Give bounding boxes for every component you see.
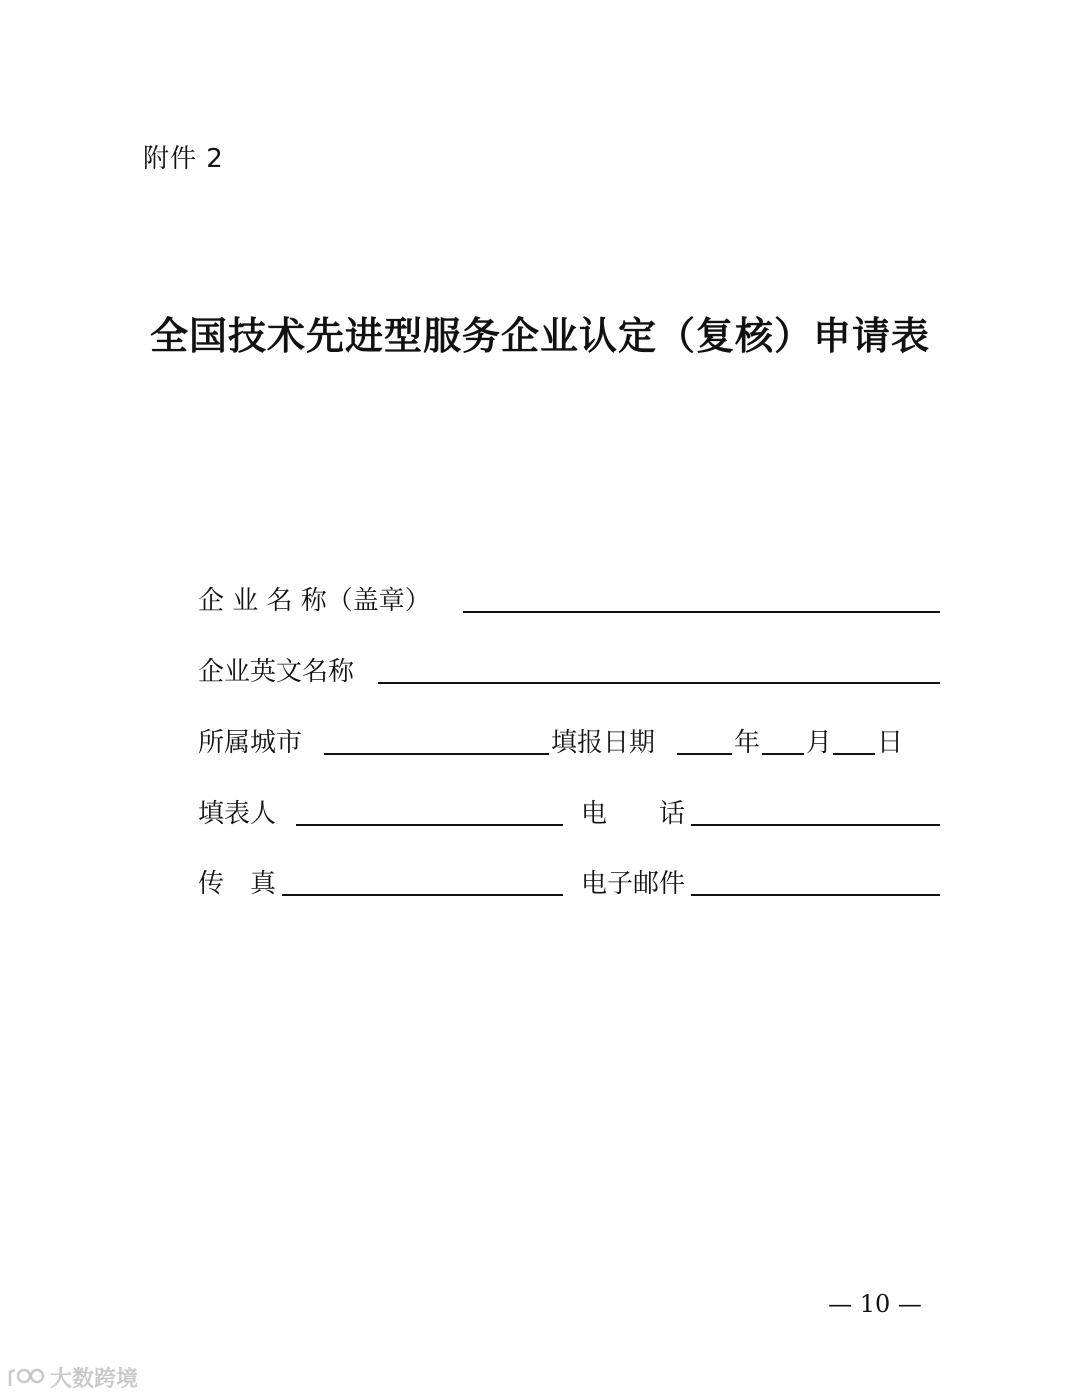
city-field[interactable]	[324, 753, 549, 755]
day-field[interactable]	[833, 753, 875, 755]
filler-field[interactable]	[296, 824, 563, 826]
attachment-label: 附件 2	[143, 144, 224, 174]
month-field[interactable]	[762, 753, 804, 755]
watermark	[6, 1362, 138, 1393]
phone-field[interactable]	[691, 824, 940, 826]
city-label: 所属城市	[198, 728, 303, 758]
fax-field[interactable]	[282, 894, 563, 896]
watermark-text: 大数跨境	[50, 1367, 139, 1392]
company-english-name-label: 企业英文名称	[198, 657, 355, 687]
company-name-label: 企 业 名 称（盖章）	[198, 586, 431, 616]
day-label: 日	[877, 728, 904, 758]
month-label: 月	[806, 728, 833, 758]
filler-label: 填表人	[198, 799, 277, 829]
phone-label: 电 话	[581, 799, 686, 829]
email-label: 电子邮件	[581, 869, 686, 899]
year-field[interactable]	[677, 753, 732, 755]
fill-date-label: 填报日期	[551, 728, 656, 758]
page-number: — 10 —	[828, 1290, 922, 1318]
email-field[interactable]	[691, 894, 940, 896]
company-english-name-field[interactable]	[378, 682, 940, 684]
year-label: 年	[734, 728, 761, 758]
company-name-field[interactable]	[463, 611, 940, 613]
fax-label: 传 真	[198, 869, 277, 899]
document-title: 全国技术先进型服务企业认定（复核）申请表	[149, 314, 930, 358]
watermark-logo-icon	[6, 1366, 46, 1390]
